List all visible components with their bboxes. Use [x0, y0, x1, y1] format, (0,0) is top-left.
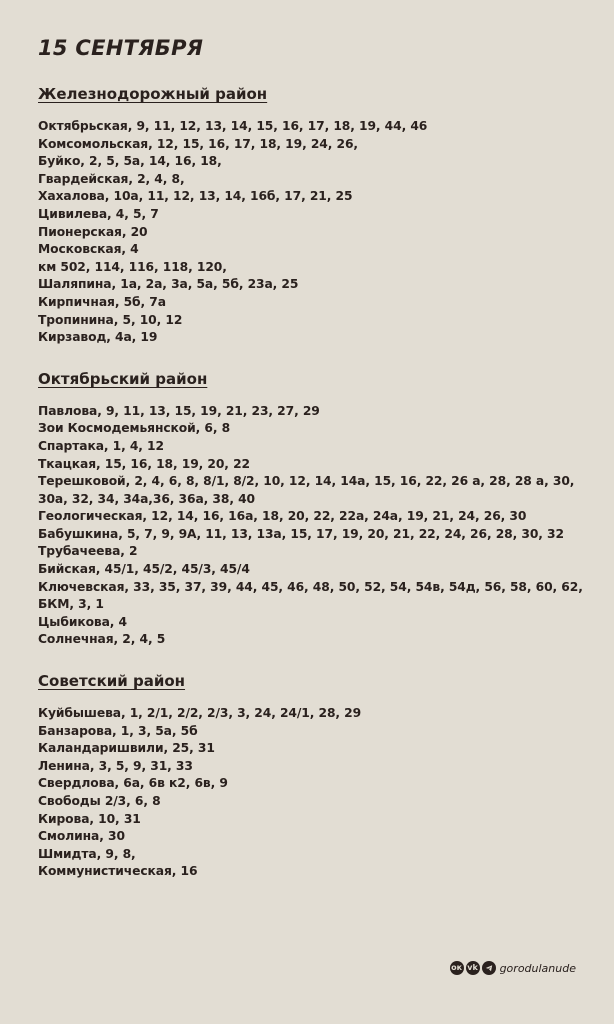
vk-icon[interactable]: vk — [466, 961, 480, 975]
district-section-sovetsky — [38, 671, 598, 881]
street-item: Ключевская, 33, 35, 37, 39, 44, 45, 46, 48, 50, 52, 54, 54в, 54д, 56, 58, 60, 62, — [38, 579, 583, 594]
social-links — [450, 961, 576, 975]
street-item: Кирпичная, 5б, 7а — [38, 294, 166, 309]
street-item: Геологическая, 12, 14, 16, 16а, 18, 20, 22, 22а, 24а, 19, 21, 24, 26, 30 — [38, 509, 527, 524]
district-section-zheleznodorozhny — [38, 84, 598, 347]
odnoklassniki-icon[interactable]: ок — [450, 961, 464, 975]
street-item: Смолина, 30 — [38, 829, 125, 844]
street-item: Бабушкина, 5, 7, 9, 9А, 11, 13, 13а, 15, 17, 19, 20, 21, 22, 24, 26, 28, 30, 32 — [38, 526, 564, 541]
street-item: Шаляпина, 1а, 2а, 3а, 5а, 5б, 23а, 25 — [38, 277, 299, 292]
street-item: Комсомольская, 12, 15, 16, 17, 18, 19, 24, 26, — [38, 136, 358, 151]
street-item: Тропинина, 5, 10, 12 — [38, 312, 183, 327]
street-item: Кирзавод, 4а, 19 — [38, 330, 158, 345]
street-list — [38, 705, 598, 881]
street-item: Терешковой, 2, 4, 6, 8, 8/1, 8/2, 10, 12, 14, 14а, 15, 16, 22, 26 а, 28, 28 а, 30, 30а, 32, 34, 34а,36, 36а, 38, 40 — [38, 474, 575, 506]
street-list — [38, 118, 598, 347]
street-item: Кирова, 10, 31 — [38, 811, 141, 826]
street-item: Гвардейская, 2, 4, 8, — [38, 171, 185, 186]
street-item: Трубачеева, 2 — [38, 544, 138, 559]
street-item: Коммунистическая, 16 — [38, 864, 198, 879]
street-item: Шмидта, 9, 8, — [38, 846, 136, 861]
street-item: Хахалова, 10а, 11, 12, 13, 14, 16б, 17, 21, 25 — [38, 189, 353, 204]
street-list — [38, 403, 598, 649]
street-item: Пионерская, 20 — [38, 224, 148, 239]
street-item: Каландаришвили, 25, 31 — [38, 741, 215, 756]
street-item: Цивилева, 4, 5, 7 — [38, 206, 159, 221]
district-title: Октябрьский район — [38, 369, 208, 388]
street-item: Банзарова, 1, 3, 5а, 5б — [38, 723, 198, 738]
street-item: Павлова, 9, 11, 13, 15, 19, 21, 23, 27, 29 — [38, 403, 320, 418]
street-item: Ленина, 3, 5, 9, 31, 33 — [38, 758, 193, 773]
district-title: Железнодорожный район — [38, 85, 268, 103]
street-item: Спартака, 1, 4, 12 — [38, 438, 164, 453]
district-section-oktyabrsky — [38, 369, 598, 649]
district-title: Советский район — [38, 672, 186, 691]
street-item: БКМ, 3, 1 — [38, 597, 104, 612]
street-item: Цыбикова, 4 — [38, 614, 128, 629]
page-content — [38, 34, 598, 903]
street-item: Свободы 2/3, 6, 8 — [38, 794, 161, 808]
street-item: Куйбышева, 1, 2/1, 2/2, 2/3, 3, 24, 24/1, 28, 29 — [38, 706, 362, 721]
street-item: Зои Космодемьянской, 6, 8 — [38, 421, 231, 436]
street-item: Свердлова, 6а, 6в к2, 6в, 9 — [38, 776, 228, 791]
street-item: км 502, 114, 116, 118, 120, — [38, 259, 227, 274]
street-item: Бийская, 45/1, 45/2, 45/3, 45/4 — [38, 562, 250, 577]
street-item: Октябрьская, 9, 11, 12, 13, 14, 15, 16, 17, 18, 19, 44, 46 — [38, 119, 428, 133]
social-handle: gorodulanude — [499, 961, 576, 975]
street-item: Ткацкая, 15, 16, 18, 19, 20, 22 — [38, 456, 250, 471]
page-title: 15 СЕНТЯБРЯ — [38, 36, 204, 60]
street-item: Буйко, 2, 5, 5а, 14, 16, 18, — [38, 154, 222, 169]
telegram-icon[interactable] — [482, 961, 496, 975]
street-item: Московская, 4 — [38, 242, 139, 257]
street-item: Солнечная, 2, 4, 5 — [38, 632, 166, 647]
